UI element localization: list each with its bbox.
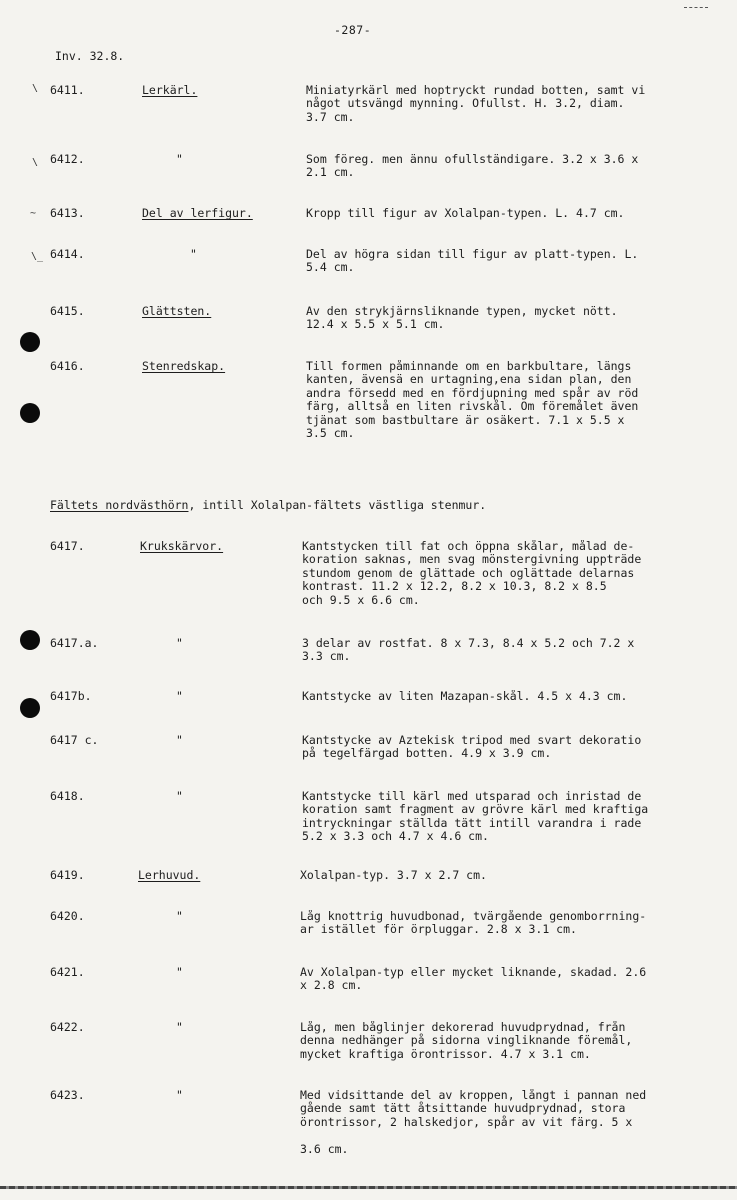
entry-description: Låg knottrig huvudbonad, tvärgående genomborrning- ar istället för örpluggar. 2.8 x 3.1 cm. [300,910,647,937]
bottom-rule [0,1186,737,1189]
punch-hole [20,630,40,650]
punch-hole [20,698,40,718]
entry-description: Som föreg. men ännu ofullständigare. 3.2 x 3.6 x 2.1 cm. [306,153,639,180]
entry-number: 6415. [50,304,85,318]
entry-description: Kantstycken till fat och öppna skålar, målad de- koration saknas, men svag mönstergivning uppträde stundom genom de glättade och oglättade delarnas kontrast. 11.2 x 12.2, 8.2 x 10.3, 8.2 x 8.5 och 9.5 x 6.6 cm. [302,540,642,607]
entry-description: Del av högra sidan till figur av platt-typen. L. 5.4 cm. [306,248,639,275]
entry-category: " [176,689,183,703]
entry-category: " [176,636,183,650]
margin-tick: \ [32,157,39,168]
entry-category: Lerhuvud. [138,868,201,882]
section-heading [50,499,486,512]
entry-description: 3 delar av rostfat. 8 x 7.3, 8.4 x 5.2 och 7.2 x 3.3 cm. [302,637,635,664]
margin-tick: ~ [30,208,37,219]
section-heading-rest: , intill Xolalpan-fältets västliga stenmur. [188,498,487,512]
entry-category: " [176,1088,183,1102]
entry-description: Kantstycke av liten Mazapan-skål. 4.5 x 4.3 cm. [302,690,628,703]
margin-tick: \ [32,83,39,94]
section-heading-underlined: Fältets nordvästhörn [50,498,189,512]
entry-number: 6418. [50,789,85,803]
margin-tick: \_ [31,251,44,262]
entry-category: " [176,909,183,923]
entry-number: 6419. [50,868,85,882]
entry-description: Av Xolalpan-typ eller mycket liknande, skadad. 2.6 x 2.8 cm. [300,966,647,993]
entry-category: " [176,965,183,979]
entry-category: " [176,733,183,747]
entry-number: 6413. [50,206,85,220]
entry-category: Krukskärvor. [140,539,224,553]
entry-number: 6417. [50,539,85,553]
entry-description: Av den strykjärnsliknande typen, mycket nött. 12.4 x 5.5 x 5.1 cm. [306,305,618,332]
entry-category: " [190,247,197,261]
entry-number: 6417.a. [50,636,99,650]
entry-number: 6416. [50,359,85,373]
entry-number: 6420. [50,909,85,923]
punch-hole [20,332,40,352]
entry-category: " [176,789,183,803]
entry-number: 6423. [50,1088,85,1102]
entry-category: Lerkärl. [142,83,198,97]
entry-description: Låg, men båglinjer dekorerad huvudprydnad, från denna nedhänger på sidorna vingliknande föremål, mycket kraftiga örontrissor. 4.7 x 3.1 cm. [300,1021,633,1061]
entry-description: Kantstycke av Aztekisk tripod med svart dekoratio på tegelfärgad botten. 4.9 x 3.9 cm. [302,734,642,761]
entry-category: Stenredskap. [142,359,226,373]
entry-number: 6417 c. [50,733,99,747]
entry-number: 6422. [50,1020,85,1034]
entry-description: Med vidsittande del av kroppen, långt i pannan ned gående samt tätt åtsittande huvudprydnad, stora örontrissor, 2 halskedjor, spår av vit färg. 5 x 3.6 cm. [300,1089,647,1156]
entry-number: 6411. [50,83,85,97]
entry-number: 6421. [50,965,85,979]
corner-mark [684,7,708,8]
entry-description: Till formen påminnande om en barkbultare, längs kanten, ävensä en urtagning,ena sidan plan, den andra försedd med en fördjupning med spår av röd färg, alltså en liten rivskål. Om föremålet även tjänat som bastbultare är osäkert. 7.1 x 5.5 x 3.5 cm. [306,360,639,441]
entry-number: 6412. [50,152,85,166]
entry-category: " [176,152,183,166]
inventory-heading: Inv. 32.8. [55,49,125,63]
entry-description: Miniatyrkärl med hoptryckt rundad botten, samt vi något utsvängd mynning. Ofullst. H. 3.2, diam. 3.7 cm. [306,84,646,124]
entry-category: Glättsten. [142,304,212,318]
entry-category: " [176,1020,183,1034]
entry-description: Xolalpan-typ. 3.7 x 2.7 cm. [300,869,487,882]
entry-description: Kropp till figur av Xolalpan-typen. L. 4.7 cm. [306,207,625,220]
entry-description: Kantstycke till kärl med utsparad och inristad de koration samt fragment av grövre kärl med kraftiga intryckningar ställda tätt intill varandra i rade 5.2 x 3.3 och 4.7 x 4.6 cm. [302,790,649,844]
entry-category: Del av lerfigur. [142,206,253,220]
entry-number: 6417b. [50,689,92,703]
page-number: -287- [334,23,372,37]
punch-hole [20,403,40,423]
entry-number: 6414. [50,247,85,261]
